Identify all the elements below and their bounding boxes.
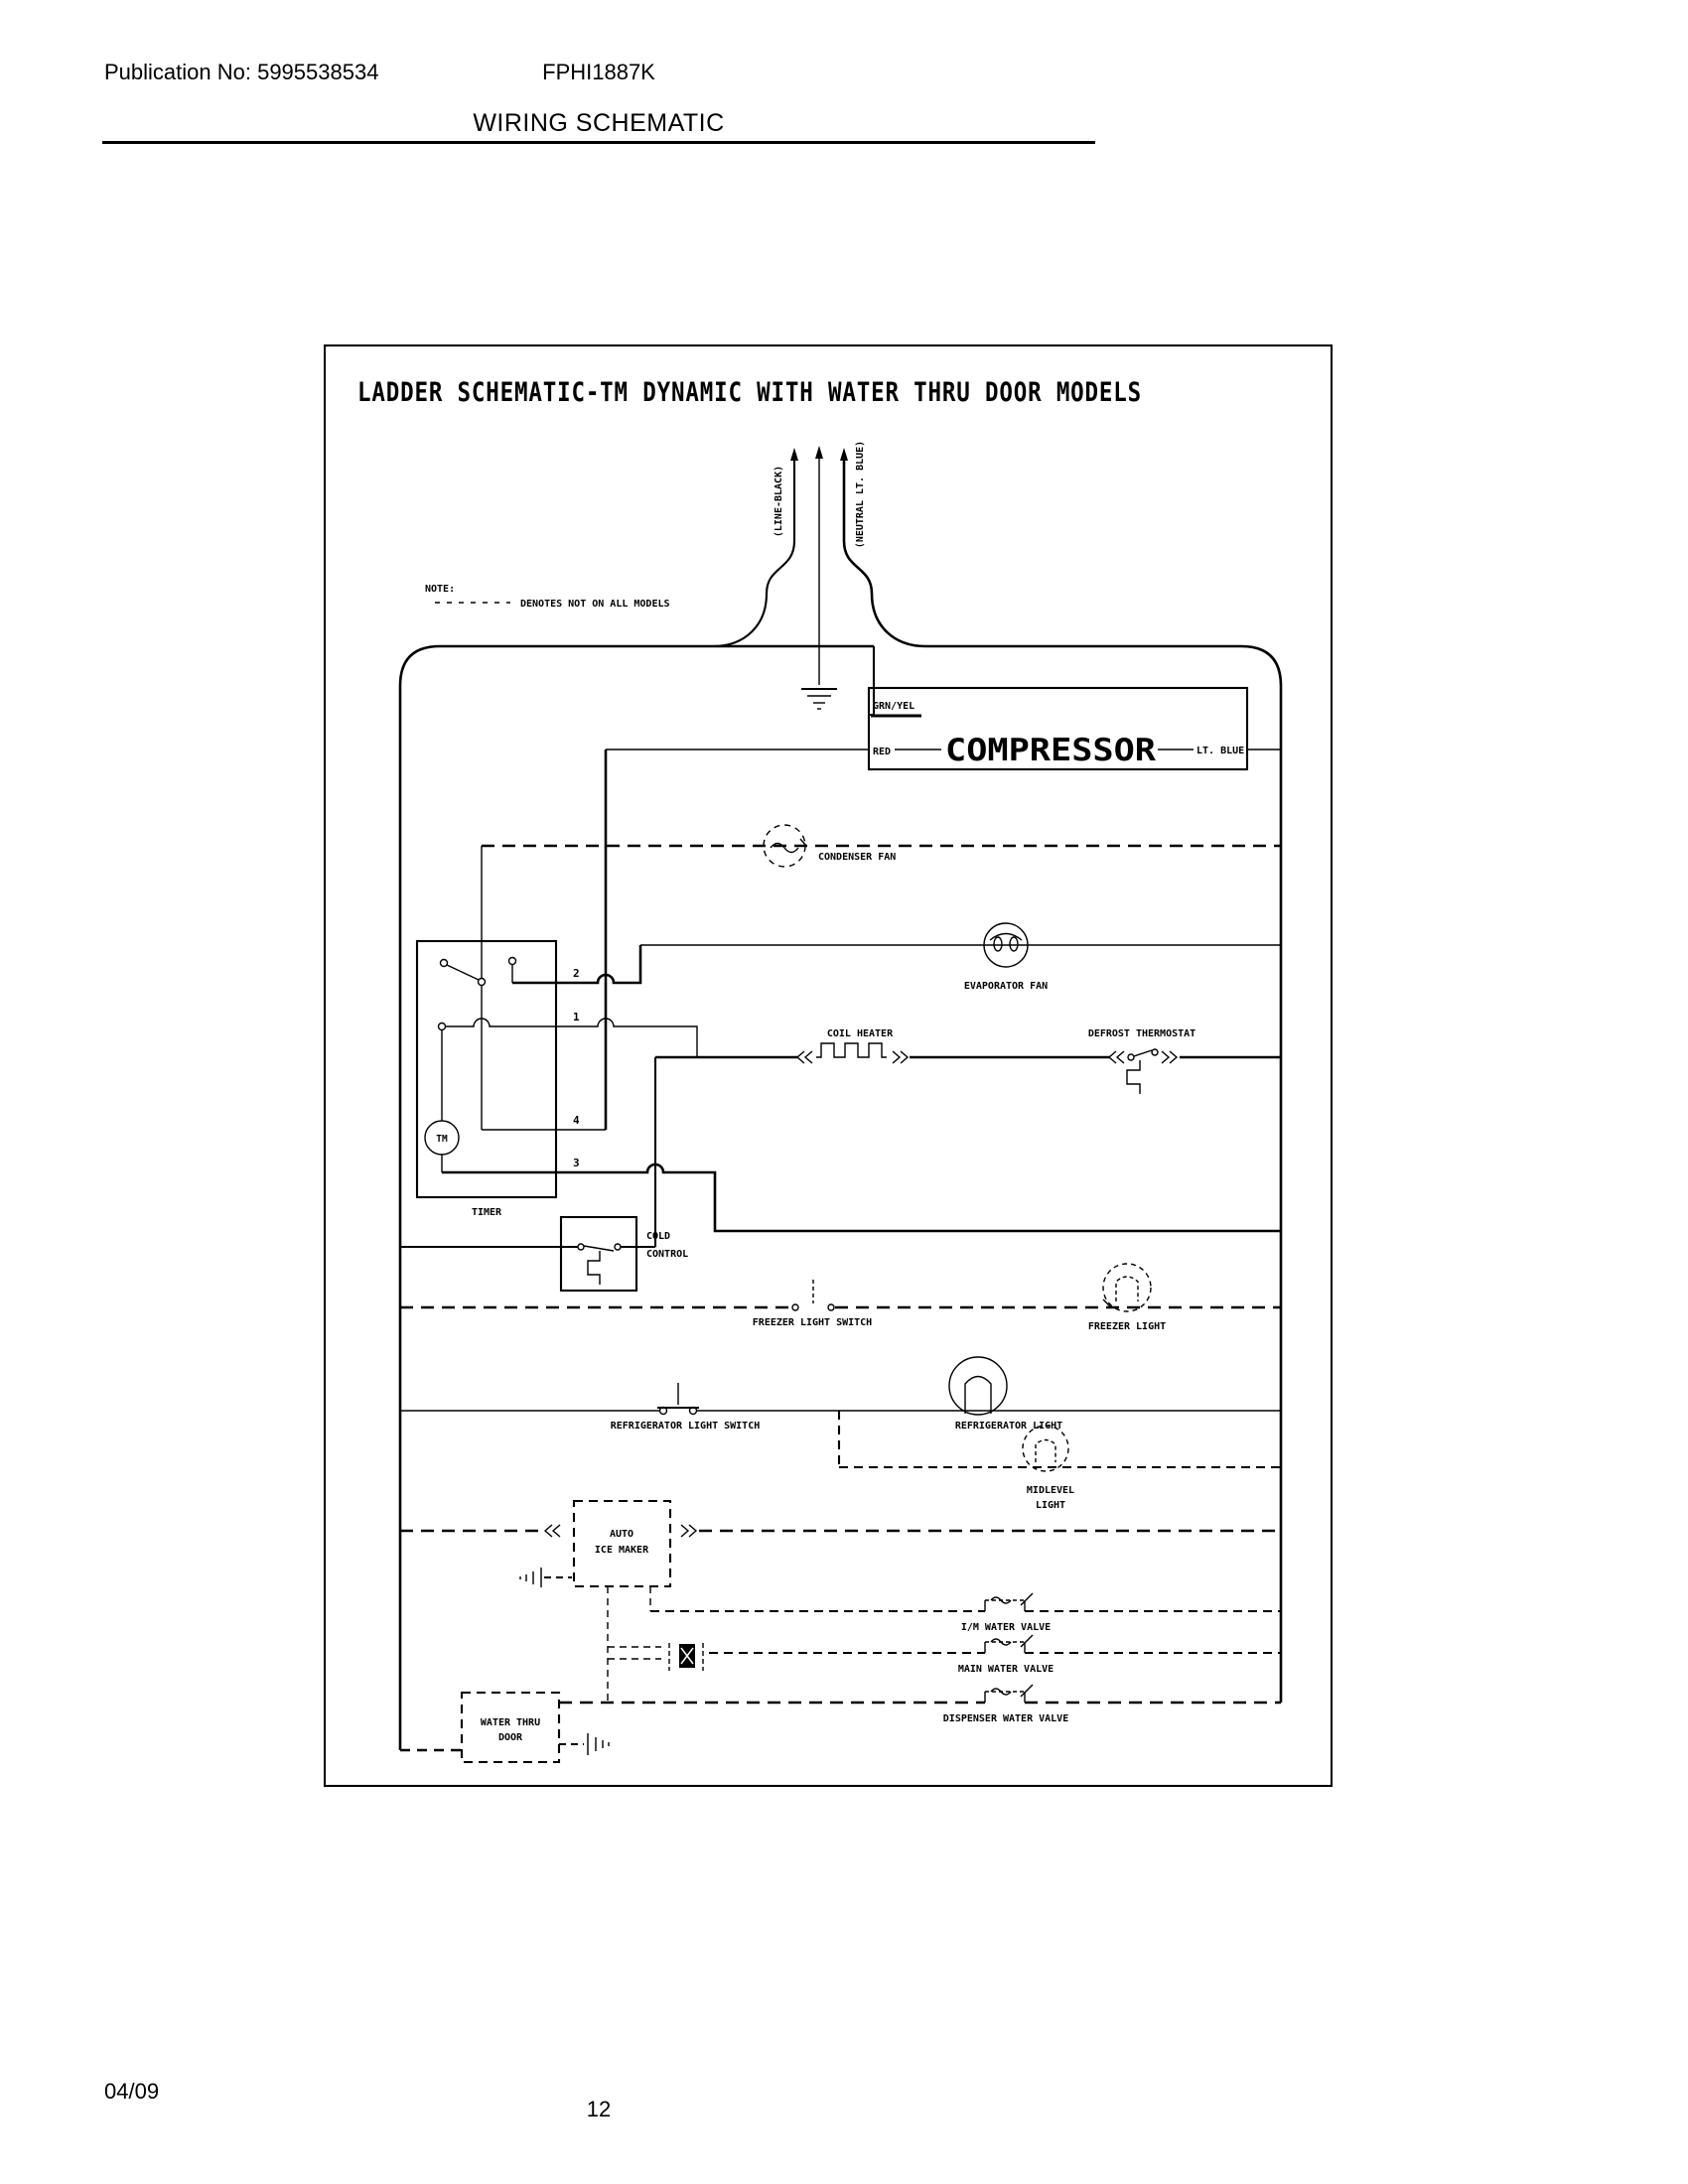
freezer-light-label: FREEZER LIGHT <box>1087 1321 1167 1332</box>
ice-maker-row <box>400 1501 1281 1587</box>
wire-connector-icon <box>669 1643 703 1671</box>
timer-box <box>417 941 556 1197</box>
red-run-wire <box>606 750 869 1130</box>
grn-yel-label: GRN/YEL <box>873 701 915 712</box>
dispenser-water-valve-icon <box>985 1685 1033 1703</box>
timer-switch-terminal <box>441 960 448 967</box>
cold-control-box <box>561 1217 636 1291</box>
terminal-3-label: 3 <box>573 1157 580 1169</box>
connector-icon <box>1109 1051 1124 1063</box>
page-title: WIRING SCHEMATIC <box>473 109 725 137</box>
footer-page-number: 12 <box>586 2097 612 2121</box>
water-thru-door-label-1: WATER THRU <box>480 1717 541 1728</box>
terminal-3-wire <box>442 1164 1281 1231</box>
dispenser-water-valve-label: DISPENSER WATER VALVE <box>942 1713 1069 1724</box>
arrow-up-icon <box>790 448 798 461</box>
cold-control-sensor-icon <box>588 1251 600 1285</box>
im-water-valve-icon <box>985 1593 1033 1611</box>
water-thru-door-label-2: DOOR <box>497 1732 523 1743</box>
compressor-box <box>869 688 1281 769</box>
water-valve-rows <box>559 1586 1281 1724</box>
refrigerator-light-row <box>400 1357 1281 1511</box>
connector-icon <box>893 1051 908 1063</box>
coil-heater-label: COIL HEATER <box>826 1028 894 1039</box>
midlevel-light-icon <box>1023 1426 1068 1471</box>
auto-ice-maker-box <box>574 1501 670 1586</box>
auto-ice-maker-label-1: AUTO <box>609 1529 634 1540</box>
connector-icon <box>545 1525 560 1537</box>
freezer-light-switch-label: FREEZER LIGHT SWITCH <box>752 1317 873 1328</box>
timer-switch-terminal <box>479 979 486 986</box>
defrost-row <box>655 1028 1281 1094</box>
defrost-thermostat-label: DEFROST THERMOSTAT <box>1087 1028 1196 1039</box>
refrigerator-light-switch-label: REFRIGERATOR LIGHT SWITCH <box>610 1421 761 1432</box>
neutral-label: (NEUTRAL LT. BLUE) <box>855 440 866 549</box>
line-black-label: (LINE-BLACK) <box>774 465 784 538</box>
water-thru-door-ground-icon <box>559 1733 609 1755</box>
evaporator-fan-label: EVAPORATOR FAN <box>963 981 1049 992</box>
condenser-fan-row <box>482 825 1281 978</box>
timer-label: TIMER <box>471 1207 502 1218</box>
cold-control-label-2: CONTROL <box>646 1249 689 1260</box>
model-number: FPHI1887K <box>542 60 655 84</box>
coil-heater-icon <box>816 1043 887 1057</box>
footer-date: 04/09 <box>104 2079 160 2104</box>
main-water-valve-icon <box>985 1635 1033 1653</box>
timer-terminal <box>509 958 516 965</box>
evaporator-fan-row <box>640 923 1281 992</box>
terminal-4-label: 4 <box>573 1114 580 1127</box>
auto-ice-maker-label-2: ICE MAKER <box>594 1545 649 1556</box>
note-text: DENOTES NOT ON ALL MODELS <box>520 599 670 610</box>
terminal-1-label: 1 <box>573 1011 580 1024</box>
freezer-light-icon <box>1103 1264 1151 1311</box>
arrow-up-icon <box>840 448 848 461</box>
connector-icon <box>681 1525 696 1537</box>
compressor-label: COMPRESSOR <box>945 733 1157 768</box>
defrost-thermostat-icon <box>1127 1060 1140 1094</box>
connector-icon <box>1162 1051 1177 1063</box>
im-water-valve-label: I/M WATER VALVE <box>960 1622 1052 1633</box>
note-label: NOTE: <box>425 584 456 595</box>
ground-symbol-icon <box>801 689 837 709</box>
ice-maker-ground-icon <box>520 1568 572 1587</box>
publication-number: Publication No: 5995538534 <box>104 60 379 84</box>
condenser-fan-label: CONDENSER FAN <box>818 852 897 863</box>
arrow-up-icon <box>815 446 823 459</box>
midlevel-light-label-2: LIGHT <box>1035 1500 1066 1511</box>
timer-terminal <box>439 1024 446 1030</box>
lt-blue-label: LT. BLUE <box>1196 746 1245 756</box>
supply-wires <box>713 441 1281 1703</box>
neutral-wire-and-right-rail <box>844 455 1281 1703</box>
timer-motor-label: TM <box>436 1134 448 1145</box>
connector-icon <box>797 1051 812 1063</box>
cold-control-block <box>400 1057 688 1291</box>
terminal-1-wire <box>445 1019 697 1057</box>
midlevel-light-label-1: MIDLEVEL <box>1026 1485 1075 1496</box>
red-label: RED <box>873 747 892 757</box>
refrigerator-light-label: REFRIGERATOR LIGHT <box>954 1421 1063 1432</box>
water-thru-door-block <box>400 1693 609 1762</box>
schematic-border <box>325 345 1332 1786</box>
header-rule <box>102 141 1095 144</box>
wiring-schematic-diagram <box>324 344 1333 1787</box>
main-water-valve-label: MAIN WATER VALVE <box>957 1664 1055 1675</box>
terminal-2-label: 2 <box>573 967 580 980</box>
timer-switch-arm <box>447 965 479 980</box>
note-block <box>425 584 670 610</box>
cold-control-label-1: COLD <box>646 1231 671 1242</box>
schematic-title: LADDER SCHEMATIC-TM DYNAMIC WITH WATER THRU DOOR MODELS <box>357 377 1142 408</box>
refrigerator-light-icon <box>949 1357 1007 1415</box>
freezer-light-row <box>400 1264 1281 1332</box>
